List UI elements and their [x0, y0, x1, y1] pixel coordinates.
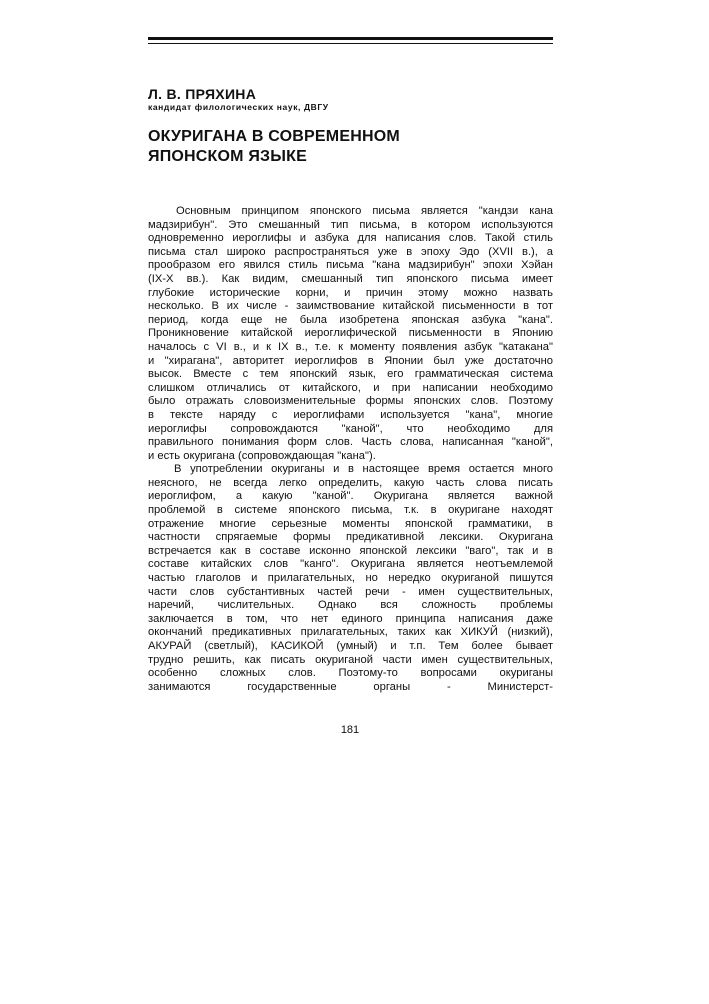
body-line: АКУРАЙ (светлый), КАСИКОЙ (умный) и т.п. Тем более бывает: [148, 640, 553, 652]
body-line: неясного, не всегда легко определить, какую часть слова писать: [148, 476, 553, 489]
body-line: было отражать словоизменительные формы японских слов. Поэтому: [148, 395, 553, 408]
title-line-1: ОКУРИГАНА В СОВРЕМЕННОМ: [148, 128, 400, 145]
body-line: началось с VI в., и к IX в., т.е. к моменту появления азбук "катакана": [148, 340, 553, 353]
article-body: [148, 205, 553, 694]
body-line: составе китайских слов "канго". Окуригана является неотъемлемой: [148, 558, 553, 571]
author-affiliation: кандидат филологических наук, ДВГУ: [148, 102, 329, 112]
article-title: [148, 127, 553, 166]
body-line: правильного понимания форм слов. Часть слова, написанная "каной",: [148, 436, 553, 449]
body-line: и есть окуригана (сопровождающая "кана").: [148, 449, 376, 462]
body-line: одновременно иероглифы и азбука для написания слов. Такой стиль: [148, 232, 553, 245]
body-line: отражение многие серьезные моменты японской грамматики, в: [148, 517, 553, 530]
body-line: в тексте наряду с иероглифами используется "кана", многие: [148, 408, 553, 421]
body-line: В употреблении окуриганы и в настоящее время остается много: [174, 463, 553, 476]
body-line: наречий, числительных. Однако вся сложность проблемы: [148, 599, 553, 612]
body-line: частью глаголов и прилагательных, но нередко окуриганой пишутся: [148, 572, 553, 585]
body-line: особенно сложных слов. Поэтому-то вопросами окуриганы: [148, 667, 553, 680]
body-line: период, когда еще не была изобретена японская азбука "кана".: [148, 313, 553, 326]
body-line: Основным принципом японского письма является "кандзи кана: [176, 205, 553, 217]
body-line: глубокие исторические корни, и причин этому можно назвать: [148, 286, 553, 299]
body-line: частности спрягаемые формы предикативной лексики. Окуригана: [148, 531, 553, 544]
body-line: письма стал широко распространяться уже в эпоху Эдо (XVII в.), а: [148, 245, 553, 258]
body-line: прообразом его явился стиль письма "кана мадзирибун" эпохи Хэйан: [148, 259, 553, 272]
body-line: (IX-X вв.). Как видим, смешанный тип японского письма имеет: [148, 272, 553, 285]
top-rule-thick: [148, 37, 553, 40]
body-line: части слов субстантивных частей речи - имен существительных,: [148, 585, 553, 598]
body-line: иероглифы сопровождаются "каной", что необходимо для: [148, 422, 553, 435]
top-rule-thin: [148, 43, 553, 44]
body-line: проблемой в системе японского письма, т.к. в окуригане находят: [148, 504, 553, 517]
body-line: несколько. В их числе - заимствование китайской письменности в тот: [148, 300, 553, 313]
title-line-2: ЯПОНСКОМ ЯЗЫКЕ: [148, 147, 307, 165]
body-line: Проникновение китайской иероглифической письменности в Японию: [148, 327, 553, 340]
body-line: и "хирагана", авторитет иероглифов в Японии был уже достаточно: [148, 354, 553, 367]
body-line: трудно решить, как писать окуриганой части имен существительных,: [148, 653, 553, 666]
author-name: Л. В. ПРЯХИНА: [148, 86, 257, 102]
body-line: занимаются государственные органы - Министерст-: [148, 680, 553, 693]
page-number: 181: [340, 724, 360, 736]
body-line: слишком отличались от китайского, и при написании необходимо: [148, 381, 553, 394]
body-line: окончаний предикативных прилагательных, таких как ХИКУЙ (низкий),: [148, 626, 553, 639]
body-line: встречается как в составе исконно японской лексики "ваго", так и в: [148, 544, 553, 557]
body-line: иероглифом, а какую "каной". Окуригана является важной: [148, 490, 553, 503]
body-line: высок. Вместе с тем японский язык, его грамматическая система: [148, 368, 553, 381]
body-line: заключается в том, что нет единого принципа написания даже: [148, 612, 553, 625]
body-line: мадзирибун". Это смешанный тип письма, в котором используются: [148, 218, 553, 231]
